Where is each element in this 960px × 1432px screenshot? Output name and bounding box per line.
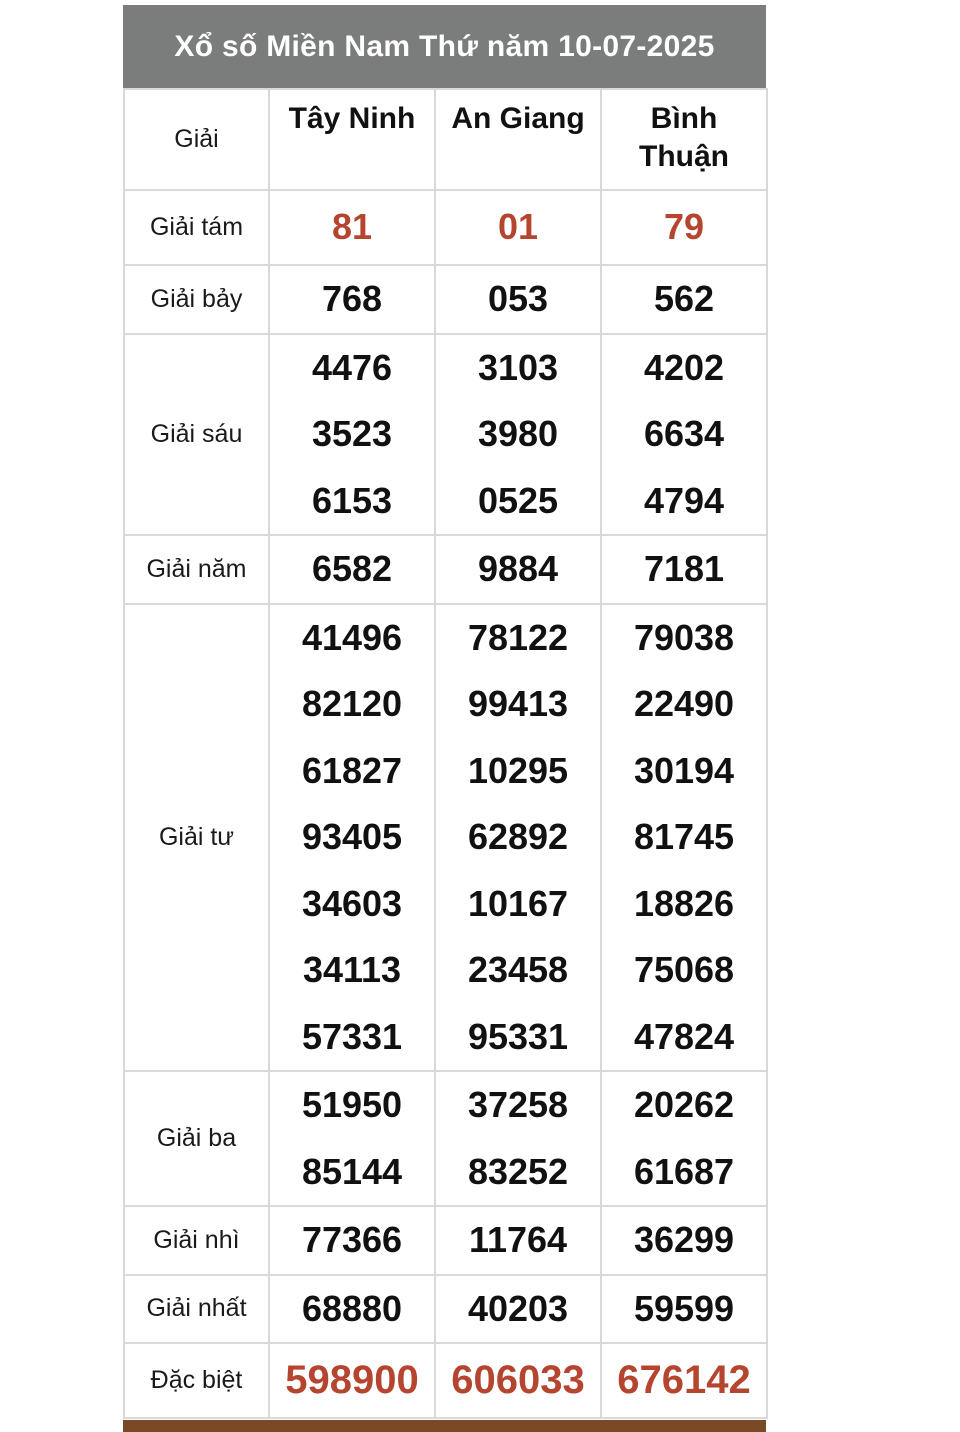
prize-row [124, 535, 767, 604]
prize-row [124, 1071, 767, 1206]
prize-cell [435, 1071, 601, 1206]
prize-number: 10295 [467, 749, 569, 791]
prize-cell [269, 1275, 435, 1344]
lottery-results-panel [123, 5, 766, 1432]
prize-number: 41496 [301, 616, 403, 658]
prize-number: 053 [487, 278, 549, 319]
prize-number: 81745 [633, 816, 735, 857]
prize-row [124, 190, 767, 265]
prize-number: 598900 [285, 1358, 419, 1402]
prize-cell [435, 1275, 601, 1344]
prize-number: 3980 [477, 413, 559, 454]
prize-row [124, 1206, 767, 1275]
prize-number: 3103 [477, 346, 559, 388]
prize-cell [269, 265, 435, 334]
prize-number: 6153 [311, 479, 393, 521]
prize-number: 4202 [643, 346, 725, 388]
prize-cell [435, 604, 601, 1072]
prize-label: Giải ba [124, 1071, 269, 1206]
prize-cell [601, 1071, 767, 1206]
prize-row [124, 1275, 767, 1344]
prize-cell [435, 1206, 601, 1275]
prize-number: 3523 [311, 413, 393, 454]
prize-column-header: Giải [124, 89, 269, 190]
prize-number: 40203 [467, 1287, 569, 1329]
prize-number: 59599 [633, 1287, 735, 1329]
prize-cell [269, 1206, 435, 1275]
prize-cell [269, 604, 435, 1072]
prize-number: 37258 [467, 1084, 569, 1125]
prize-number: 99413 [467, 683, 569, 724]
prize-row [124, 265, 767, 334]
prize-number: 22490 [633, 683, 735, 724]
prize-label: Giải nhì [124, 1206, 269, 1275]
prize-cell [601, 1275, 767, 1344]
prize-number: 0525 [477, 479, 559, 521]
prize-label: Giải nhất [124, 1275, 269, 1344]
prize-cell [601, 604, 767, 1072]
prize-number: 36299 [633, 1219, 735, 1260]
prize-number: 79038 [633, 616, 735, 658]
province-an-giang[interactable]: An Giang [435, 89, 601, 190]
prize-number: 47824 [633, 1015, 735, 1057]
prize-number: 57331 [301, 1015, 403, 1057]
prize-number: 18826 [633, 882, 735, 924]
prize-number: 81 [331, 206, 373, 248]
prize-number: 83252 [467, 1150, 569, 1192]
prize-row [124, 1343, 767, 1418]
prize-label: Giải tám [124, 190, 269, 265]
province-binh-thuan[interactable]: Bình Thuận [601, 89, 767, 190]
prize-number: 676142 [617, 1358, 751, 1402]
prize-number: 606033 [451, 1358, 585, 1402]
prize-number: 77366 [301, 1219, 403, 1260]
prize-number: 11764 [468, 1219, 568, 1260]
prize-number: 82120 [301, 683, 403, 724]
prize-number: 30194 [633, 749, 735, 791]
prize-number: 68880 [301, 1287, 403, 1329]
prize-number: 79 [663, 206, 705, 248]
prize-cell [269, 1071, 435, 1206]
prize-cell [601, 1343, 767, 1418]
prize-number: 10167 [467, 882, 569, 924]
prize-number: 61827 [301, 749, 403, 791]
prize-label: Đặc biệt [124, 1343, 269, 1418]
prize-row [124, 334, 767, 536]
prize-cell [435, 190, 601, 265]
prize-cell [435, 535, 601, 604]
prize-number: 4794 [643, 479, 725, 521]
prize-cell [435, 334, 601, 536]
province-tay-ninh[interactable]: Tây Ninh [269, 89, 435, 190]
prize-number: 20262 [633, 1084, 735, 1125]
prize-label: Giải bảy [124, 265, 269, 334]
prize-number: 23458 [467, 949, 569, 990]
prize-label: Giải năm [124, 535, 269, 604]
results-table [123, 88, 768, 1419]
prize-cell [601, 1206, 767, 1275]
prize-number: 78122 [467, 616, 569, 658]
prize-cell [269, 1343, 435, 1418]
prize-cell [269, 190, 435, 265]
prize-number: 7181 [643, 548, 725, 589]
prize-number: 6634 [643, 413, 725, 454]
prize-number: 34603 [301, 882, 403, 924]
prize-number: 93405 [301, 816, 403, 857]
prize-number: 768 [321, 278, 383, 319]
prize-cell [269, 334, 435, 536]
prize-number: 6582 [311, 548, 393, 589]
prize-number: 34113 [302, 949, 402, 990]
prize-label: Giải sáu [124, 334, 269, 536]
prize-number: 51950 [301, 1084, 403, 1125]
results-title: Xổ số Miền Nam Thứ năm 10-07-2025 [123, 5, 766, 88]
prize-cell [601, 334, 767, 536]
prize-number: 61687 [633, 1150, 735, 1192]
prize-number: 75068 [633, 949, 735, 990]
prize-cell [435, 265, 601, 334]
prize-number: 85144 [301, 1150, 403, 1192]
prize-row [124, 604, 767, 1072]
prize-cell [435, 1343, 601, 1418]
prize-number: 95331 [467, 1015, 569, 1057]
prize-number: 62892 [467, 816, 569, 857]
prize-number: 9884 [477, 548, 559, 589]
prize-number: 01 [497, 206, 539, 248]
prize-cell [269, 535, 435, 604]
prize-label: Giải tư [124, 604, 269, 1072]
province-header-row [124, 89, 767, 190]
prize-number: 4476 [311, 346, 393, 388]
prize-cell [601, 535, 767, 604]
prize-number: 562 [653, 278, 715, 319]
prize-cell [601, 190, 767, 265]
prize-cell [601, 265, 767, 334]
